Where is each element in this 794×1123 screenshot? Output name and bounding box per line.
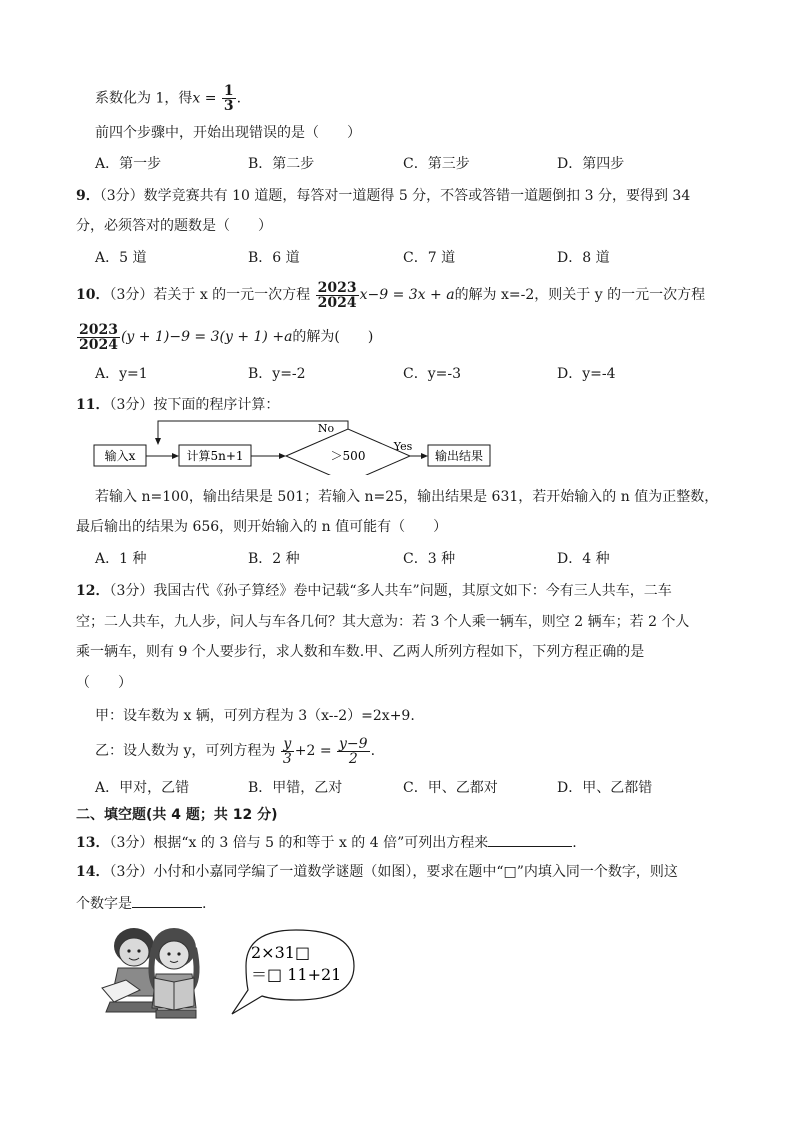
q13-text: （3分）根据“x 的 3 倍与 5 的和等于 x 的 4 倍”可列出方程来 — [109, 835, 489, 851]
q12-yi — [95, 734, 375, 768]
q9-options — [95, 248, 745, 268]
q9-line2: 分，必须答对的题数是（ ） — [76, 218, 272, 234]
q11-line1 — [76, 395, 279, 415]
q8-step4-end: . — [236, 90, 242, 107]
q10-equation2: (y + 1)−9 = 3(y + 1) +a — [120, 329, 293, 345]
q14-answer-blank[interactable] — [132, 893, 202, 908]
option-a[interactable]: A．甲对，乙错 — [95, 780, 190, 796]
option-b[interactable]: B．6 道 — [248, 250, 300, 266]
q8-step4-line — [95, 83, 242, 114]
q10-options — [95, 364, 745, 384]
q10-line2 — [76, 320, 373, 354]
q9-number: 9． — [76, 188, 100, 204]
q10-text3: 的解为( ) — [292, 329, 374, 345]
q12-f1-den: 3 — [282, 750, 292, 767]
q14-line1 — [76, 862, 678, 882]
flow-arrowhead-1 — [172, 453, 179, 459]
q10-frac2-num: 2023 — [79, 321, 118, 338]
option-d[interactable]: D．甲、乙都错 — [557, 780, 653, 796]
option-d[interactable]: D．8 道 — [557, 250, 610, 266]
q14-line2 — [76, 893, 206, 914]
kids-reading-image — [102, 928, 197, 1018]
q12-f1-num: y — [281, 737, 294, 752]
q8-step4-var: x = — [192, 90, 217, 107]
q10-frac2-den: 2024 — [79, 336, 118, 353]
q11-line3: 最后输出的结果为 656，则开始输入的 n 值可能有（ ） — [76, 519, 448, 535]
q10-frac-num: 2023 — [317, 279, 357, 296]
boy-eye-left — [127, 949, 130, 952]
bubble-line-2: ＝□ 11+21 — [251, 965, 342, 984]
q12-f2-den: 2 — [348, 750, 358, 767]
q9-line1 — [76, 186, 690, 206]
boy-legs — [106, 1002, 158, 1012]
q14-number: 14． — [76, 864, 110, 880]
q12-line1 — [76, 581, 672, 601]
boy-face — [119, 938, 149, 966]
q12-options — [95, 778, 745, 798]
flow-input-label: 输入x — [104, 449, 136, 463]
option-c[interactable]: C．3 种 — [403, 551, 456, 567]
option-a[interactable]: A．第一步 — [95, 156, 162, 172]
option-c[interactable]: C．第三步 — [403, 156, 470, 172]
q8-question: 前四个步骤中，开始出现错误的是（ ） — [95, 125, 361, 141]
flow-compute-label: 计算5n+1 — [186, 449, 244, 463]
q9-text1: （3分）数学竞赛共有 10 道题，每答对一道题得 5 分，不答或答错一道题倒扣 3 分，要得到 34 — [99, 188, 691, 204]
option-d[interactable]: D．第四步 — [557, 156, 625, 172]
q8-step4-fraction — [222, 84, 236, 113]
q12-text1: （3分）我国古代《孙子算经》卷中记载“多人共车”问题，其原文如下：今有三人共车，二车 — [109, 583, 672, 599]
q14-illustration — [96, 918, 366, 1020]
flow-output-label: 输出结果 — [434, 449, 484, 463]
option-a[interactable]: A．5 道 — [95, 250, 147, 266]
flow-condition-label: ＞500 — [330, 449, 366, 463]
q13-line — [76, 832, 577, 853]
q10-text2: 的解为 x=-2，则关于 y 的一元一次方程 — [454, 287, 706, 303]
q10-fraction-2 — [77, 323, 120, 352]
option-c[interactable]: C．甲、乙都对 — [403, 780, 498, 796]
q12-line2: 空；二人共车，九人步，问人与车各几何？其大意为：若 3 个人乘一辆车，则空 2 辆车；若 2 个人 — [76, 614, 690, 630]
q12-jia: 甲：设车数为 x 辆，可列方程为 3（x--2）=2x+9. — [95, 708, 415, 724]
flow-yes-label: Yes — [393, 440, 413, 453]
q8-frac-num: 1 — [223, 83, 234, 99]
girl-face — [159, 941, 189, 969]
boy-eye-right — [137, 949, 140, 952]
q8-frac-den: 3 — [223, 98, 234, 114]
option-a[interactable]: A．1 种 — [95, 551, 147, 567]
flow-yes-arrowhead — [421, 453, 428, 459]
q10-number: 10． — [76, 287, 110, 303]
q11-flowchart — [90, 415, 510, 475]
q12-yi-fraction-1 — [281, 737, 294, 766]
option-b[interactable]: B．y=-2 — [248, 366, 306, 382]
q13-answer-blank[interactable] — [488, 832, 572, 847]
option-b[interactable]: B．甲错，乙对 — [248, 780, 343, 796]
girl-legs — [156, 1010, 196, 1018]
q14-end: . — [202, 896, 207, 912]
q12-yi-fraction-2 — [337, 737, 370, 766]
q11-number: 11． — [76, 397, 110, 413]
q12-yi-text: 乙：设人数为 y，可列方程为 — [95, 743, 276, 759]
option-d[interactable]: D．4 种 — [557, 551, 610, 567]
girl-eye-right — [177, 952, 180, 955]
flow-no-arrowhead — [155, 438, 161, 445]
bubble-line-1: 2×31□ — [251, 943, 311, 962]
q10-line1 — [76, 278, 705, 312]
q10-fraction — [316, 281, 359, 310]
q12-yi-end: . — [370, 743, 376, 759]
option-b[interactable]: B．第二步 — [248, 156, 315, 172]
option-a[interactable]: A．y=1 — [95, 366, 148, 382]
q14-text2: 个数字是 — [76, 896, 132, 912]
girl-eye-left — [167, 952, 170, 955]
q12-yi-mid: +2 = — [294, 743, 332, 759]
option-d[interactable]: D．y=-4 — [557, 366, 616, 382]
speech-bubble — [232, 930, 354, 1014]
q13-number: 13． — [76, 835, 110, 851]
option-c[interactable]: C．y=-3 — [403, 366, 461, 382]
q8-options — [95, 154, 745, 174]
q10-equation1: x−9 = 3x + a — [359, 287, 455, 303]
q12-line4: （ ） — [76, 675, 132, 691]
q12-line3: 乘一辆车，则有 9 个人要步行，求人数和车数.甲、乙两人所列方程如下，下列方程正确的是 — [76, 644, 645, 660]
q11-line2: 若输入 n=100，输出结果是 501；若输入 n=25，输出结果是 631，若开始输入的 n 值为正整数， — [95, 489, 719, 505]
q13-end: . — [572, 835, 577, 851]
q8-step4-prefix: 系数化为 1，得 — [95, 90, 193, 107]
option-c[interactable]: C．7 道 — [403, 250, 456, 266]
q12-number: 12． — [76, 583, 110, 599]
q11-options — [95, 549, 745, 569]
section-heading: 二、填空题(共 4 题；共 12 分) — [76, 807, 278, 823]
q12-f2-num: y−9 — [339, 735, 368, 752]
q14-text1: （3分）小付和小嘉同学编了一道数学谜题（如图），要求在题中“□”内填入同一个数字，则这 — [109, 864, 678, 880]
q10-text1: （3分）若关于 x 的一元一次方程 — [109, 287, 311, 303]
q11-text1: （3分）按下面的程序计算： — [109, 397, 280, 413]
option-b[interactable]: B．2 种 — [248, 551, 300, 567]
flow-no-label: No — [317, 422, 335, 435]
q10-frac-den: 2024 — [317, 294, 357, 311]
